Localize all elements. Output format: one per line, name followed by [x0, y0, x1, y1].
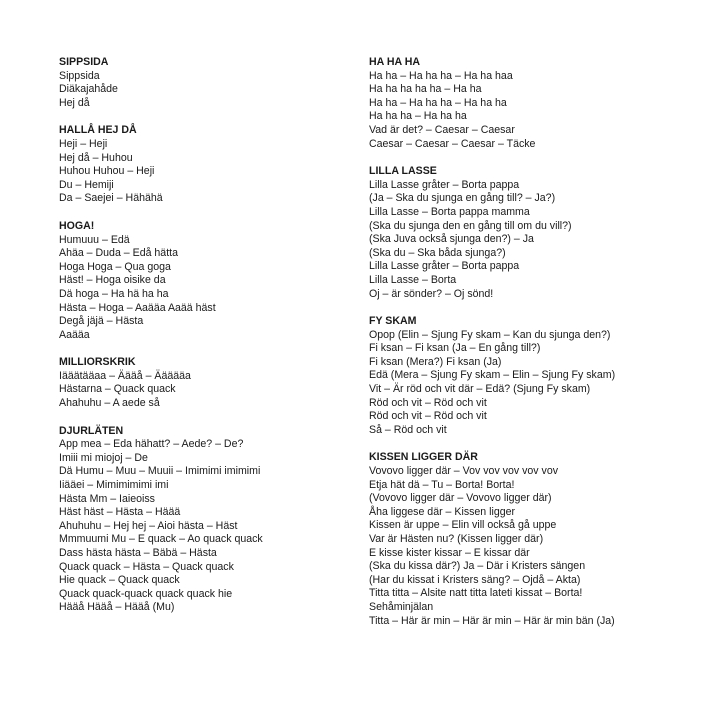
lyric-line: Häst häst – Hästa – Häää: [59, 506, 181, 519]
lyric-line: Var är Hästen nu? (Kissen ligger där): [369, 533, 544, 545]
song-title: SIPPSIDA: [59, 56, 109, 68]
song-section-milliorskrik: [59, 356, 349, 410]
lyric-line: Häst! – Hoga oisike da: [59, 274, 166, 287]
lyric-line: (Ska du sjunga den en gång till om du vill?): [369, 219, 572, 232]
lyric-line: Vad är det? – Caesar – Caesar: [369, 123, 515, 136]
lyric-line: Imiii mi miojoj – De: [59, 451, 148, 464]
song-title: KISSEN LIGGER DÄR: [369, 451, 478, 464]
lyric-line: (Ska du – Ska båda sjunga?): [369, 246, 506, 259]
lyric-line: Hie quack – Quack quack: [59, 574, 180, 587]
lyric-line: Dä Humu – Muu – Muuii – Imimimi imimimi: [59, 465, 261, 478]
lyric-line: Humuuu – Edä: [59, 233, 130, 246]
lyric-line: Lilla Lasse gråter – Borta pappa: [369, 178, 520, 191]
lyric-line: Dä hoga – Ha hä ha ha: [59, 287, 169, 300]
lyric-line: (Ska Juva också sjunga den?) – Ja: [369, 233, 534, 246]
lyric-line: Hästarna – Quack quack: [59, 383, 176, 396]
lyric-line: Iääätääaa – Äääå – Äääääa: [59, 369, 191, 382]
song-section-hoga: [59, 220, 349, 342]
lyric-line: Röd och vit – Röd och vit: [369, 410, 487, 423]
lyric-line: Aaääa: [59, 328, 90, 341]
song-title: HA HA HA: [369, 56, 421, 68]
song-title: MILLIORSKRIK: [59, 356, 136, 369]
lyric-line: Etja hät dä – Tu – Borta! Borta!: [369, 478, 515, 491]
lyric-line: Titta – Här är min – Här är min – Här är min bän (Ja): [369, 614, 615, 627]
lyric-line: Opop (Elin – Sjung Fy skam – Kan du sjunga den?): [369, 328, 611, 341]
lyric-line: Da – Saejei – Hähähä: [59, 192, 163, 205]
lyric-line: Diäkajahåde: [59, 83, 118, 96]
lyric-line: Ahäa – Duda – Edå hätta: [59, 247, 178, 260]
right-column: [369, 56, 689, 642]
lyric-line: Iiääei – Mimimimimi imi: [59, 479, 169, 492]
lyric-line: Titta titta – Alsite natt titta lateti kissat – Borta!: [369, 587, 583, 600]
lyric-line: Fi ksan – Fi ksan (Ja – En gång till?): [369, 342, 541, 355]
lyric-line: Ha ha ha – Ha ha ha: [369, 110, 467, 123]
lyric-line: Hej då – Huhou: [59, 151, 133, 164]
lyric-line: (Ja – Ska du sjunga en gång till? – Ja?): [369, 192, 556, 205]
lyric-line: Ha ha – Ha ha ha – Ha ha haa: [369, 69, 513, 82]
lyric-line: Sehåminjälan: [369, 600, 434, 613]
lyric-line: Lilla Lasse – Borta: [369, 273, 457, 286]
lyric-line: Ahahuhu – A aede så: [59, 397, 160, 410]
song-section-lilla-lasse: [369, 165, 689, 301]
song-title: HALLÅ HEJ DÅ: [59, 124, 137, 137]
lyric-line: Quack quack – Hästa – Quack quack: [59, 560, 234, 573]
lyric-line: Vit – Är röd och vit där – Edä? (Sjung Fy skam): [369, 383, 591, 396]
lyric-line: Så – Röd och vit: [369, 423, 447, 436]
lyric-line: (Ska du kissa där?) Ja – Där i Kristers sängen: [369, 560, 586, 573]
lyric-line: Lilla Lasse gråter – Borta pappa: [369, 260, 520, 273]
song-title: LILLA LASSE: [369, 165, 437, 178]
song-section-kissen-ligger-dar: [369, 451, 689, 628]
lyric-line: Lilla Lasse – Borta pappa mamma: [369, 205, 530, 218]
lyric-line: Fi ksan (Mera?) Fi ksan (Ja): [369, 355, 502, 368]
lyric-line: Hästa – Hoga – Aaääa Aaää häst: [59, 301, 216, 314]
lyric-line: App mea – Eda hähatt? – Aede? – De?: [59, 438, 244, 451]
song-section-djurlaten: [59, 425, 349, 615]
song-section-fy-skam: [369, 315, 689, 437]
song-section-halla-hej-da: [59, 124, 349, 206]
lyric-line: Hej då: [59, 96, 90, 109]
lyric-line: Ha ha ha ha ha – Ha ha: [369, 83, 482, 96]
lyric-line: Ha ha – Ha ha ha – Ha ha ha: [369, 96, 507, 109]
lyric-line: Hästa Mm – Iaieoiss: [59, 492, 155, 505]
lyric-line: Hoga Hoga – Qua goga: [59, 260, 171, 273]
song-section-sippsida: [59, 56, 349, 110]
lyric-line: Du – Hemiji: [59, 178, 114, 191]
lyric-line: Hääå Hääå – Hääå (Mu): [59, 601, 175, 614]
lyric-line: Röd och vit – Röd och vit: [369, 396, 487, 409]
lyric-line: Kissen är uppe – Elin vill också gå uppe: [369, 519, 557, 532]
lyric-line: Caesar – Caesar – Caesar – Täcke: [369, 137, 536, 150]
lyric-line: (Har du kissat i Kristers säng? – Ojdå – Akta): [369, 573, 581, 586]
song-title: HOGA!: [59, 219, 95, 232]
lyric-line: Edä (Mera – Sjung Fy skam – Elin – Sjung Fy skam): [369, 369, 616, 382]
lyric-line: Ahuhuhu – Hej hej – Aioi hästa – Häst: [59, 519, 238, 532]
lyric-line: Huhou Huhou – Heji: [59, 165, 155, 178]
lyric-line: Mmmuumi Mu – E quack – Ao quack quack: [59, 533, 263, 546]
song-title: FY SKAM: [369, 315, 417, 328]
lyric-line: Dass hästa hästa – Bäbä – Hästa: [59, 547, 217, 559]
lyric-line: Heji – Heji: [59, 137, 108, 150]
lyric-line: (Vovovo ligger där – Vovovo ligger där): [369, 492, 552, 505]
lyric-line: Quack quack-quack quack quack hie: [59, 587, 233, 600]
lyric-line: Sippsida: [59, 69, 100, 82]
song-section-ha-ha-ha: [369, 56, 689, 151]
left-column: [59, 56, 349, 629]
lyric-line: Degå jäjä – Hästa: [59, 315, 144, 328]
lyric-line: Vovovo ligger där – Vov vov vov vov vov: [369, 465, 559, 478]
lyric-line: Oj – är sönder? – Oj sönd!: [369, 287, 494, 300]
lyric-line: Åha liggese där – Kissen ligger: [369, 505, 516, 518]
lyric-line: E kisse kister kissar – E kissar där: [369, 546, 530, 559]
song-title: DJURLÄTEN: [59, 424, 124, 437]
